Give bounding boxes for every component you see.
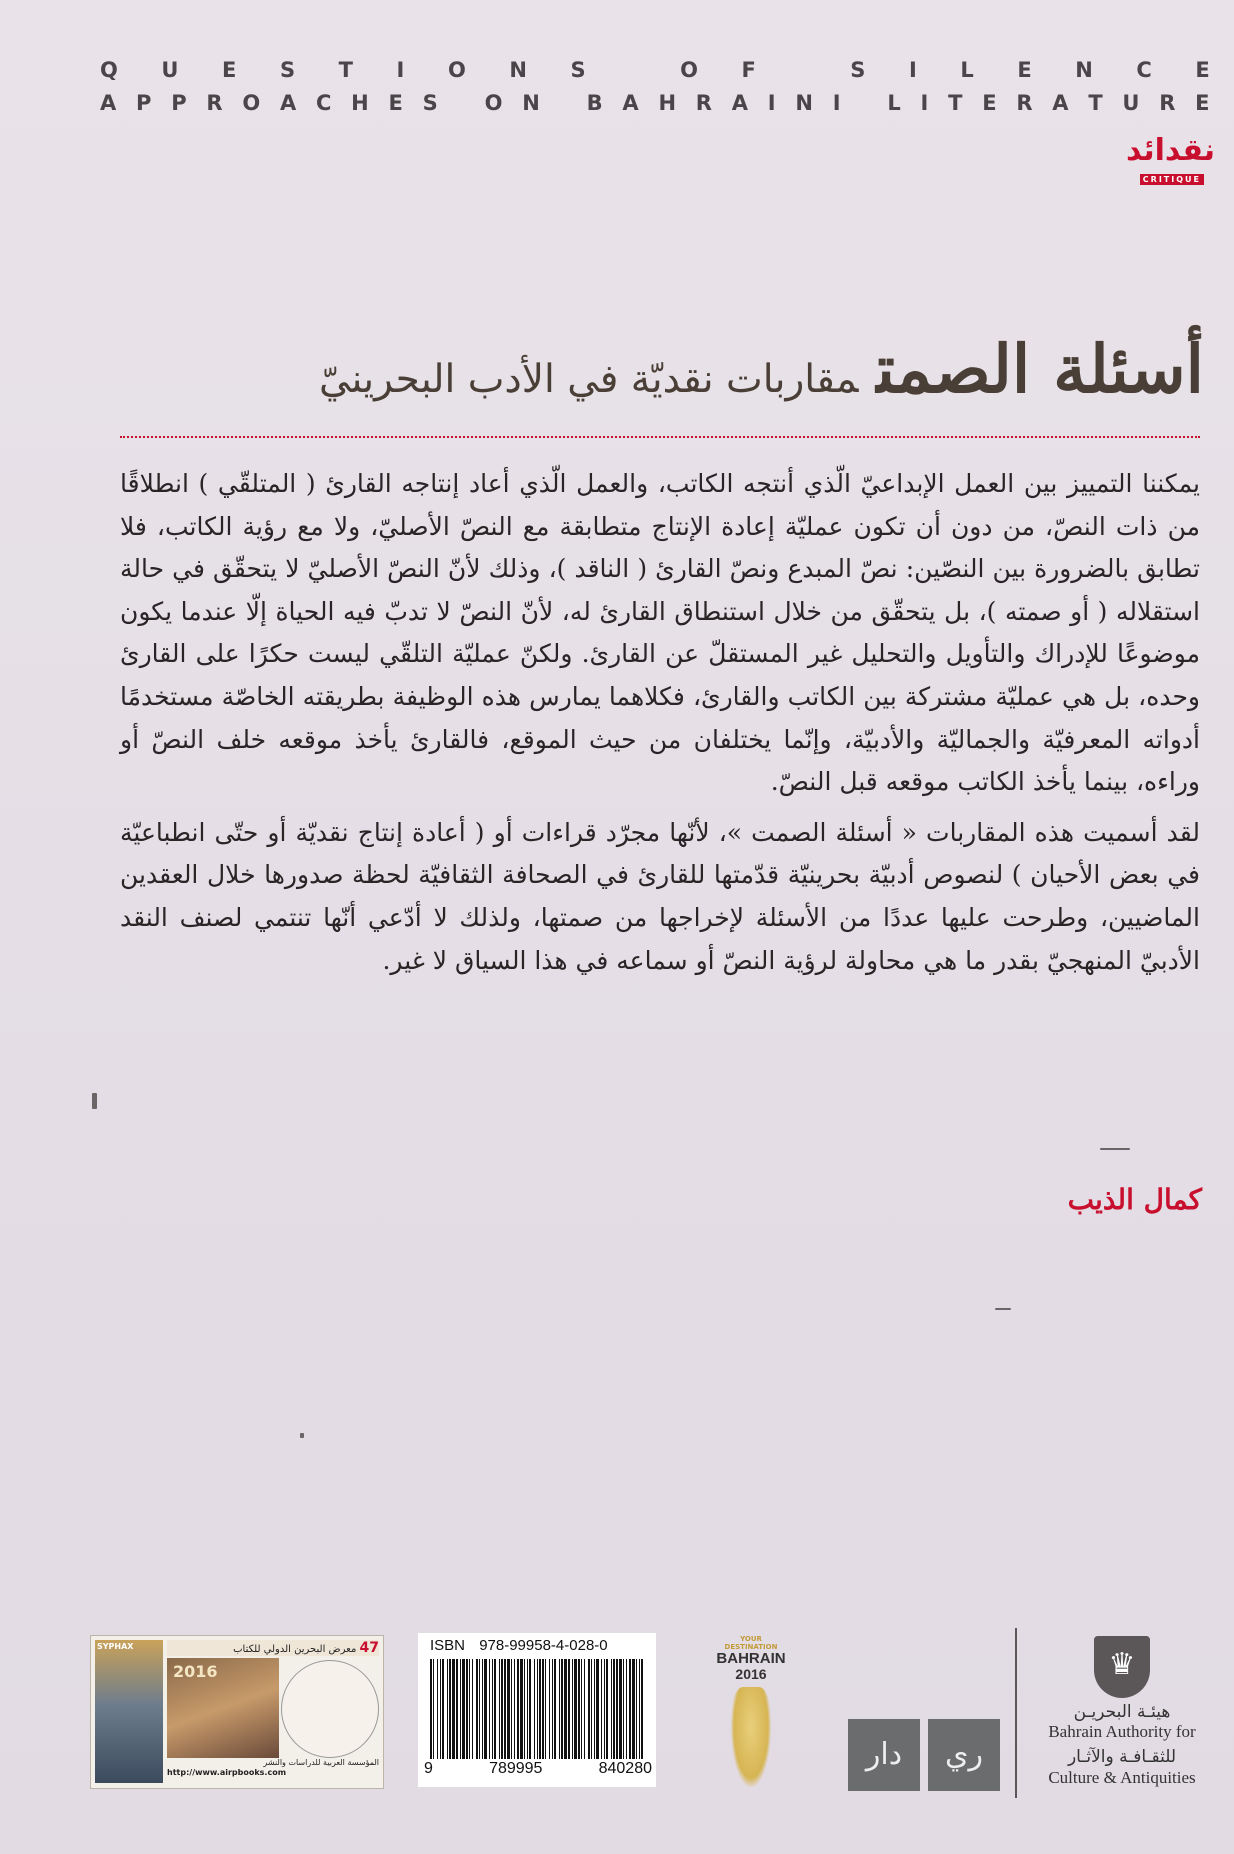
barcode-bar	[524, 1659, 525, 1759]
barcode-bar	[469, 1659, 470, 1759]
sticker-year: 2016	[173, 1662, 218, 1681]
word-gap	[560, 91, 567, 115]
english-letter: P	[136, 91, 152, 115]
english-letter: C	[315, 91, 332, 115]
book-subtitle: مقاربات نقديّة في الأدب البحرينيّ	[319, 357, 859, 402]
author-name: كمال الذيب	[1067, 1183, 1202, 1216]
english-subtitle-line	[100, 91, 1210, 115]
english-letter: O	[484, 91, 503, 115]
destination-line2: DESTINATION	[724, 1643, 778, 1651]
sticker-book-image	[95, 1640, 163, 1783]
english-letter: I	[767, 91, 776, 115]
word-gap	[860, 91, 867, 115]
sticker-header	[167, 1640, 379, 1656]
authority-arabic-line2: للثقـافـة والآثـار	[1067, 1747, 1177, 1767]
word-gap	[629, 58, 636, 82]
english-letter: B	[586, 91, 603, 115]
english-letter: Q	[100, 58, 118, 82]
english-letter: E	[222, 58, 237, 82]
word-gap	[799, 58, 806, 82]
barcode-bar	[517, 1659, 519, 1759]
barcode-bar	[584, 1659, 585, 1759]
crest-icon: ♛	[1094, 1636, 1150, 1698]
barcode-bar	[591, 1659, 592, 1759]
barcode-bar	[641, 1659, 643, 1759]
barcode-bar	[520, 1659, 523, 1759]
english-letter: E	[388, 91, 403, 115]
english-letter: F	[741, 58, 756, 82]
english-letter: S	[850, 58, 866, 82]
english-letter: R	[1016, 91, 1033, 115]
english-letter: L	[887, 91, 901, 115]
sticker-website: http://www.airpbooks.com	[167, 1768, 287, 1777]
english-letter: N	[795, 91, 813, 115]
english-letter: R	[206, 91, 223, 115]
book-title: أسئلة الصمت	[876, 330, 1204, 408]
barcode-bar	[601, 1659, 602, 1759]
print-speck	[1100, 1148, 1130, 1150]
calligraphy-emblem-icon	[731, 1687, 771, 1787]
barcode-bar	[529, 1659, 531, 1759]
english-letter: N	[522, 91, 540, 115]
english-letter: I	[832, 91, 841, 115]
english-letter: C	[1136, 58, 1152, 82]
english-letter: I	[920, 91, 929, 115]
dotted-divider	[120, 436, 1200, 438]
english-letter: S	[422, 91, 438, 115]
barcode-bar	[616, 1659, 618, 1759]
english-letter: U	[161, 58, 179, 82]
sticker-footer	[167, 1758, 379, 1778]
vertical-divider	[1015, 1628, 1017, 1798]
english-letter: E	[1195, 58, 1210, 82]
sticker-photo	[167, 1658, 279, 1758]
barcode-bar	[636, 1659, 637, 1759]
barcode-bar	[537, 1659, 538, 1759]
barcode-bar	[507, 1659, 510, 1759]
english-letter: A	[279, 91, 297, 115]
barcode-bars	[428, 1659, 646, 1759]
barcode-bar	[564, 1659, 567, 1759]
barcode-bar	[554, 1659, 556, 1759]
publisher-mark-icon: ري	[928, 1719, 1000, 1791]
barcode-bar	[606, 1659, 608, 1759]
barcode-bar	[430, 1659, 432, 1759]
barcode-bar	[466, 1659, 468, 1759]
barcode-bar	[545, 1659, 546, 1759]
english-letter: A	[100, 91, 117, 115]
bookfair-sticker	[90, 1635, 384, 1789]
barcode-bar	[482, 1659, 483, 1759]
barcode-bar	[578, 1659, 580, 1759]
bahrain-authority-logo	[1022, 1636, 1222, 1788]
barcode-bar	[511, 1659, 512, 1759]
english-letter: O	[242, 91, 261, 115]
barcode-bar	[504, 1659, 506, 1759]
barcode-bar	[572, 1659, 573, 1759]
barcode-bar	[527, 1659, 528, 1759]
barcode-bar	[632, 1659, 635, 1759]
english-letter: L	[960, 58, 974, 82]
english-letter: T	[948, 91, 963, 115]
english-letter: O	[447, 58, 466, 82]
barcode-bar	[442, 1659, 444, 1759]
authority-english-line1: Bahrain Authority for	[1048, 1722, 1196, 1741]
barcode-bar	[549, 1659, 550, 1759]
english-letter: H	[658, 91, 677, 115]
blurb-paragraph: يمكننا التمييز بين العمل الإبداعيّ الّذي أنتجه الكاتب، والعمل الّذي أعاد إنتاجه القارئ ( المتلقّي ) انطلاقًا من ذات النصّ، من دون أن تكون عمليّة إعادة الإنتاج متطابقة مع النصّ الأصليّ، ولا مع رؤية الكاتب، فلا تطابق بالضرورة بين النصّين: نصّ المبدع ونصّ القارئ ( الناقد )، وذلك لأنّ النصّ الأصليّ لا يتحقّق في حالة استقلاله ( أو صمته )، بل يتحقّق من خلال استنطاق القارئ له، لأنّ النصّ لا تدبّ فيه الحياة إلّا عندما يكون موضوعًا للإدراك والتأويل والتحليل غير المستقلّ عن القارئ. ولكنّ عمليّة التلقّي ليست حكرًا على القارئ وحده، بل هي عمليّة مشتركة بين الكاتب والقارئ، فكلاهما يمارس هذه الوظيفة بطريقته الخاصّة مستخدمًا أدواته المعرفيّة والجماليّة والأدبيّة، وإنّما يختلفان من حيث الموقع، فالقارئ يأخذ موقعه خلف النصّ أو وراءه، بينما يأخذ الكاتب موقعه قبل النصّ.	[120, 469, 1200, 797]
english-letter: R	[695, 91, 712, 115]
english-letter: I	[396, 58, 405, 82]
barcode-digit-group: 789995	[489, 1760, 543, 1777]
barcode-digit-group: 840280	[598, 1760, 652, 1777]
publisher-mark-icon: دار	[848, 1719, 920, 1791]
sticker-publisher: المؤسسة العربية للدراسات والنشر	[263, 1758, 379, 1767]
destination-country: BAHRAIN	[716, 1650, 786, 1667]
print-speck	[995, 1308, 1011, 1310]
barcode-bar	[452, 1659, 455, 1759]
barcode-bar	[492, 1659, 493, 1759]
barcode-bar	[613, 1659, 615, 1759]
barcode-bar	[484, 1659, 487, 1759]
sticker-fair-text: معرض البحرين الدولي للكتاب	[233, 1644, 357, 1655]
english-letter: S	[279, 58, 296, 82]
barcode-bar	[611, 1659, 612, 1759]
english-letter: I	[908, 58, 917, 82]
authority-english-line2: Culture & Antiquities	[1048, 1768, 1196, 1787]
barcode-bar	[604, 1659, 605, 1759]
sticker-brand: SYPHAX	[97, 1642, 134, 1651]
barcode-bar	[499, 1659, 500, 1759]
barcode-bar	[433, 1659, 434, 1759]
english-letter: R	[1159, 91, 1176, 115]
barcode-bar	[594, 1659, 595, 1759]
barcode-bar	[494, 1659, 496, 1759]
english-letter: E	[1017, 58, 1032, 82]
english-letter: A	[622, 91, 639, 115]
barcode-bar	[476, 1659, 478, 1759]
barcode-bar	[639, 1659, 640, 1759]
isbn-label: ISBN	[430, 1637, 466, 1654]
destination-line1: YOUR	[740, 1635, 762, 1643]
barcode-bar	[581, 1659, 582, 1759]
barcode-digits	[424, 1760, 652, 1778]
barcode-bar	[539, 1659, 541, 1759]
english-letter: T	[1088, 91, 1103, 115]
barcode-bar	[489, 1659, 490, 1759]
barcode-bar	[568, 1659, 570, 1759]
series-logo-arabic: نقدائد	[1126, 133, 1216, 168]
barcode-bar	[437, 1659, 438, 1759]
authority-arabic-line1: هيئـة البحريـن	[1073, 1702, 1171, 1722]
print-speck	[92, 1093, 97, 1109]
barcode-bar	[456, 1659, 458, 1759]
barcode-bar	[472, 1659, 473, 1759]
barcode-bar	[542, 1659, 544, 1759]
barcode-bar	[447, 1659, 448, 1759]
barcode-bar	[462, 1659, 465, 1759]
barcode-bar	[534, 1659, 535, 1759]
barcode-bar	[479, 1659, 480, 1759]
sticker-number: 47	[359, 1640, 379, 1656]
barcode-bar	[629, 1659, 631, 1759]
blurb-text	[120, 463, 1200, 990]
english-letter: H	[351, 91, 369, 115]
english-letter: T	[338, 58, 353, 82]
barcode-bar	[596, 1659, 599, 1759]
barcode-bar	[514, 1659, 515, 1759]
barcode-bar	[440, 1659, 441, 1759]
barcode-bar	[552, 1659, 553, 1759]
english-title-line	[100, 58, 1210, 82]
print-speck	[300, 1433, 304, 1438]
barcode-bar	[501, 1659, 503, 1759]
english-letter: O	[680, 58, 698, 82]
word-gap	[458, 91, 465, 115]
barcode-bar	[588, 1659, 590, 1759]
isbn-line	[430, 1637, 608, 1654]
sticker-seal-icon	[281, 1660, 379, 1758]
destination-year: 2016	[735, 1666, 767, 1682]
barcode-bar	[619, 1659, 622, 1759]
english-letter: P	[171, 91, 187, 115]
english-letter: E	[1195, 91, 1210, 115]
barcode-bar	[559, 1659, 560, 1759]
barcode-bar	[460, 1659, 461, 1759]
blurb-paragraph: لقد أسميت هذه المقاربات « أسئلة الصمت »، لأنّها مجرّد قراءات أو ( أعادة إنتاج نقديّة أو حتّى انطباعيّة في بعض الأحيان ) لنصوص أدبيّة بحرينيّة قدّمتها للقارئ في الصحافة الثقافيّة لحظة صدورها خلال العقدين الماضيين، وطرحت عليها عددًا من الأسئلة لإخراجها من صمتها، ولذلك لا أدّعي أنّها تنتمي لصنف النقد الأدبيّ المنهجيّ بقدر ما هي محاولة لرؤية النصّ أو سماعه في هذا السياق لا غير.	[120, 817, 1200, 975]
arabic-title-block	[54, 330, 1204, 408]
series-logo-latin: CRITIQUE	[1140, 174, 1204, 185]
barcode-bar	[449, 1659, 451, 1759]
isbn-barcode	[418, 1633, 656, 1787]
series-logo	[1126, 133, 1216, 186]
barcode-bar	[561, 1659, 563, 1759]
english-letter: E	[982, 91, 997, 115]
barcode-bar	[623, 1659, 624, 1759]
english-letter: A	[1052, 91, 1069, 115]
english-letter: N	[1075, 58, 1093, 82]
barcode-digit-group: 9	[424, 1760, 433, 1777]
english-letter: N	[509, 58, 527, 82]
english-letter: A	[731, 91, 748, 115]
english-letter: S	[570, 58, 586, 82]
isbn-number: 978-99958-4-028-0	[479, 1637, 608, 1654]
barcode-bar	[574, 1659, 577, 1759]
bahrain-2016-logo	[706, 1635, 796, 1795]
english-letter: U	[1122, 91, 1140, 115]
barcode-bar	[626, 1659, 627, 1759]
